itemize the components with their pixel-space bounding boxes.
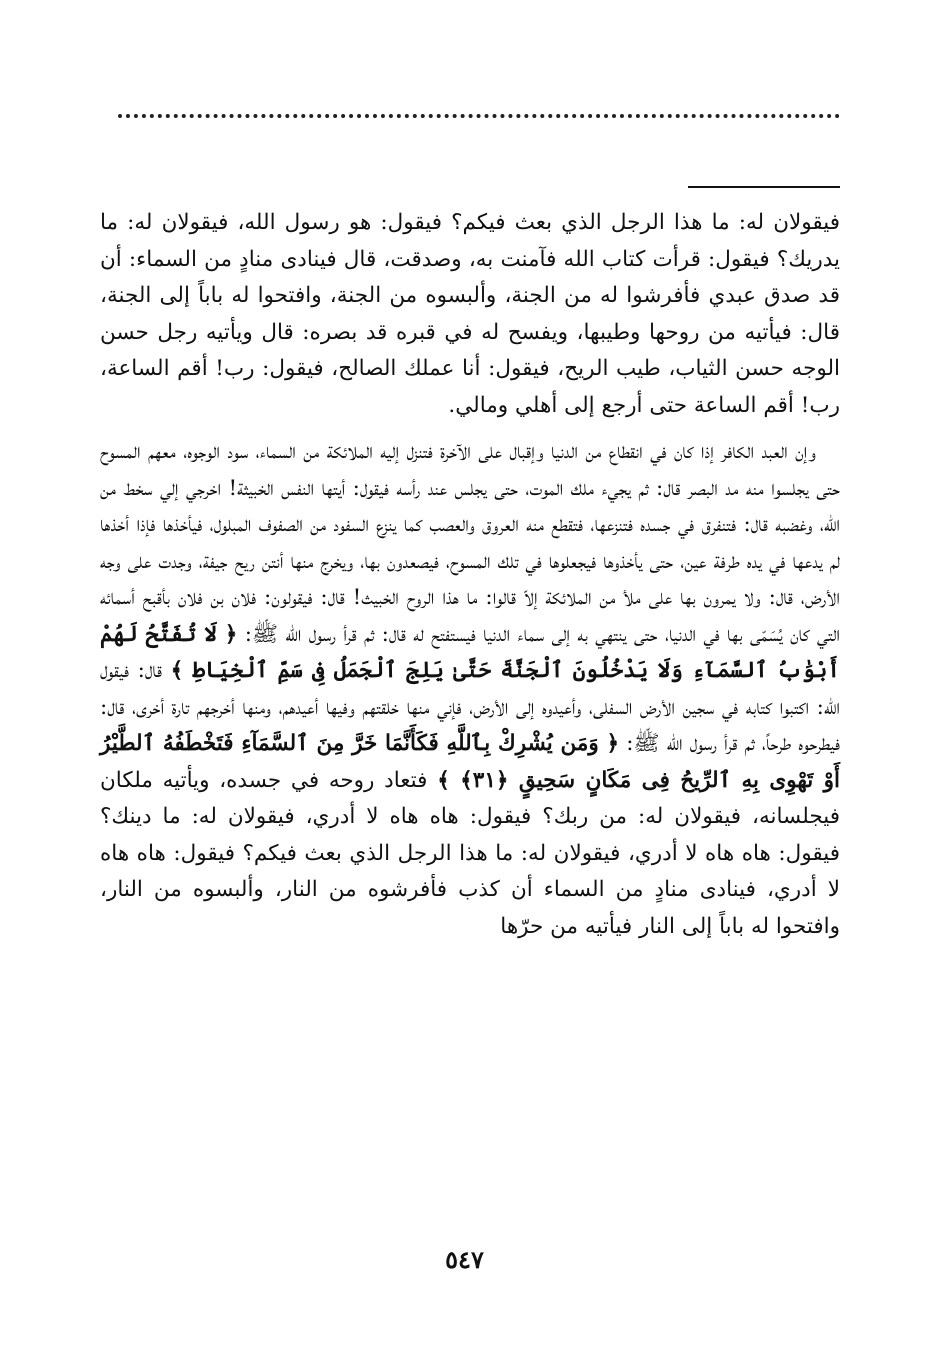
header-rule xyxy=(688,186,840,188)
paragraph-2-text-a: وإن العبد الكافر إذا كان في انقطاع من الدنيا وإقبال على الآخرة فتنزل إليه الملائكة من السماء، سود الوجوه، معهم المسوح حتى يجلسوا منه مد البصر قال: ثم يجيء ملك الموت، حتى يجلس عند رأسه فيقول: أيتها النفس الخبيثة! اخرجي إلي سخط من الله، وغضبه قال: فتنفرق في جسده فتنزعها، فتقطع منه العروق والعصب كما ينزع السفود من الصفوف المبلول، فيأخذها فإذا أخذها لم يدعها في يده طرفة عين، حتى يأخذوها فيجعلوها في تلك المسوح، فيصعدون بها، ويخرج منها أنتن ريح جيفة، وجدت على وجه الأرض، قال: ولا يمرون بها على ملأ من الملائكة إلاّ قالوا: ما هذا الروح الخبيث! قال: فيقولون: فلان بن فلان بأقبح أسمائه التي كان يُسَمّى بها في الدنيا، حتى ينتهي به إلى سماء الدنيا فيستفتح له قال: ثم قرأ رسول الله ﷺ: xyxy=(100,439,840,647)
paragraph-1 xyxy=(100,205,840,424)
quran-verse-1: ﴿ لَا تُفَتَّحُ لَهُمْ أَبْوَٰبُ ٱلسَّمَآءِ وَلَا يَدْخُلُونَ ٱلْجَنَّةَ حَتَّىٰ يَلِجَ ٱلْجَمَلُ فِى سَمِّ ٱلْخِيَاطِ ﴾ xyxy=(100,621,840,683)
paragraph-2 xyxy=(100,434,840,945)
dotted-separator xyxy=(118,114,840,126)
paragraph-1-text: فيقولان له: ما هذا الرجل الذي بعث فيكم؟ فيقول: هو رسول الله، فيقولان له: ما يدريك؟ فيقول: قرأت كتاب الله فآمنت به، وصدقت، قال فينادى منادٍ من السماء: أن قد صدق عبدي فأفرشوا له من الجنة، وألبسوه من الجنة، وافتحوا له باباً إلى الجنة، قال: فيأتيه من روحها وطيبها، ويفسح له في قبره قد بصره: قال ويأتيه رجل حسن الوجه حسن الثياب، طيب الريح، فيقول: أنا عملك الصالح، فيقول: رب! أقم الساعة، رب! أقم الساعة حتى أرجع إلى أهلي ومالي. xyxy=(100,210,840,418)
quran-verse-2: ﴿ وَمَن يُشْرِكْ بِٱللَّهِ فَكَأَنَّمَا خَرَّ مِنَ ٱلسَّمَآءِ فَتَخْطَفُهُ ٱلطَّيْرُ أَوْ تَهْوِى بِهِ ٱلرِّيحُ فِى مَكَانٍ سَحِيقٍ ﴿٣١﴾ ﴾ xyxy=(100,731,840,793)
paragraph-2-text-c: فتعاد روحه في جسده، ويأتيه ملكان فيجلسانه، فيقولان له: من ربك؟ فيقول: هاه هاه لا أدري، فيقولان له: ما دينك؟ فيقول: هاه هاه لا أدري، فيقولان له: ما هذا الرجل الذي بعث فيكم؟ فيقول: هاه هاه لا أدري، فينادى منادٍ من السماء أن كذب فأفرشوه من النار، وألبسوه من النار، وافتحوا له باباً إلى النار فيأتيه من حرّها xyxy=(100,767,840,939)
body-text xyxy=(100,205,840,945)
paragraph-2-text-b: قال: فيقول الله: اكتبوا كتابه في سجين الأرض السفلى، وأعيدوه إلى الأرض، فإني منها خلقتهم وفيها أعيدهم، ومنها أخرجهم تارة أخرى، قال: فيطرحوه طرحاً، ثم قرأ رسول الله ﷺ: xyxy=(100,658,840,756)
page-number: ٥٤٧ xyxy=(445,1245,484,1274)
